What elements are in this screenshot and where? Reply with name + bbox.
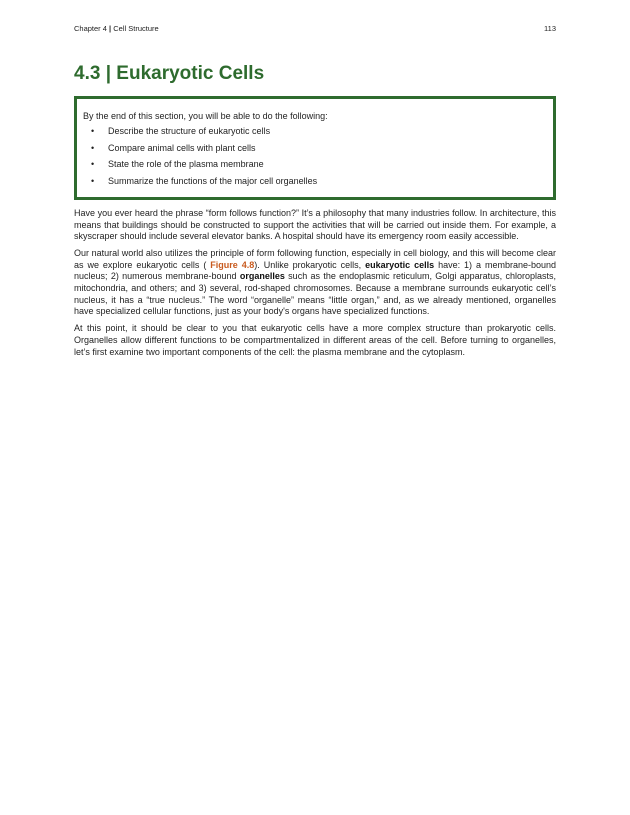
chapter-label bbox=[74, 24, 159, 33]
keyword-eukaryotic-cells: eukaryotic cells bbox=[365, 259, 435, 270]
page-number: 113 bbox=[544, 24, 556, 33]
running-header bbox=[74, 24, 556, 33]
paragraph-1: Have you ever heard the phrase “form follows function?” It’s a philosophy that many industries follow. In architecture, this means that buildings should be constructed to support the activities that will be carried out inside them. For example, a skyscraper should include several elevator banks. A hospital should have its emergency room easily accessible. bbox=[74, 208, 556, 242]
body-text bbox=[74, 208, 556, 364]
paragraph-2: Our natural world also utilizes the principle of form following function, especially in cell biology, and this will become clear as we explore eukaryotic cells ( Figure 4.8). Unlike prokaryotic cells, eukaryotic cells have: 1) a membrane-bound nucleus; 2) numerous membrane-bound organelles such as the endoplasmic reticulum, Golgi apparatus, chloroplasts, mitochondria, and others; and 3) several, rod-shaped chromosomes. Because a membrane surrounds eukaryotic cell’s nucleus, it has a “true nucleus.” The word “organelle” means “little organ,” and, as we already mentioned, organelles have specialized cellular functions, just as your body's organs have specialized functions. bbox=[74, 248, 556, 317]
learning-objectives-box bbox=[74, 96, 556, 200]
objective-item: • Describe the structure of eukaryotic cells bbox=[87, 123, 317, 140]
bullet-icon: • bbox=[91, 159, 95, 169]
paragraph-3: At this point, it should be clear to you that eukaryotic cells have a more complex structure than prokaryotic cells. Organelles allow different functions to be compartmentalized in different areas of the cell. Before turning to organelles, let’s first examine two important components of the cell: the plasma membrane and the cytoplasm. bbox=[74, 323, 556, 357]
keyword-organelles: organelles bbox=[239, 271, 285, 282]
figure-link[interactable]: Figure 4.8 bbox=[210, 259, 255, 270]
bullet-icon: • bbox=[91, 142, 95, 153]
objectives-list bbox=[87, 123, 317, 189]
bullet-icon: • bbox=[91, 126, 95, 136]
section-title: 4.3 | Eukaryotic Cells bbox=[74, 63, 265, 84]
chapter-title: Cell Structure bbox=[113, 24, 159, 33]
objective-item: • Summarize the functions of the major cell organelles bbox=[87, 173, 317, 190]
objective-item: • Compare animal cells with plant cells bbox=[87, 140, 317, 157]
header-separator: | bbox=[109, 24, 112, 33]
objectives-intro: By the end of this section, you will be able to do the following: bbox=[83, 111, 328, 121]
objective-item: • State the role of the plasma membrane bbox=[87, 156, 317, 173]
bullet-icon: • bbox=[91, 175, 95, 186]
chapter-number: Chapter 4 bbox=[74, 24, 107, 33]
